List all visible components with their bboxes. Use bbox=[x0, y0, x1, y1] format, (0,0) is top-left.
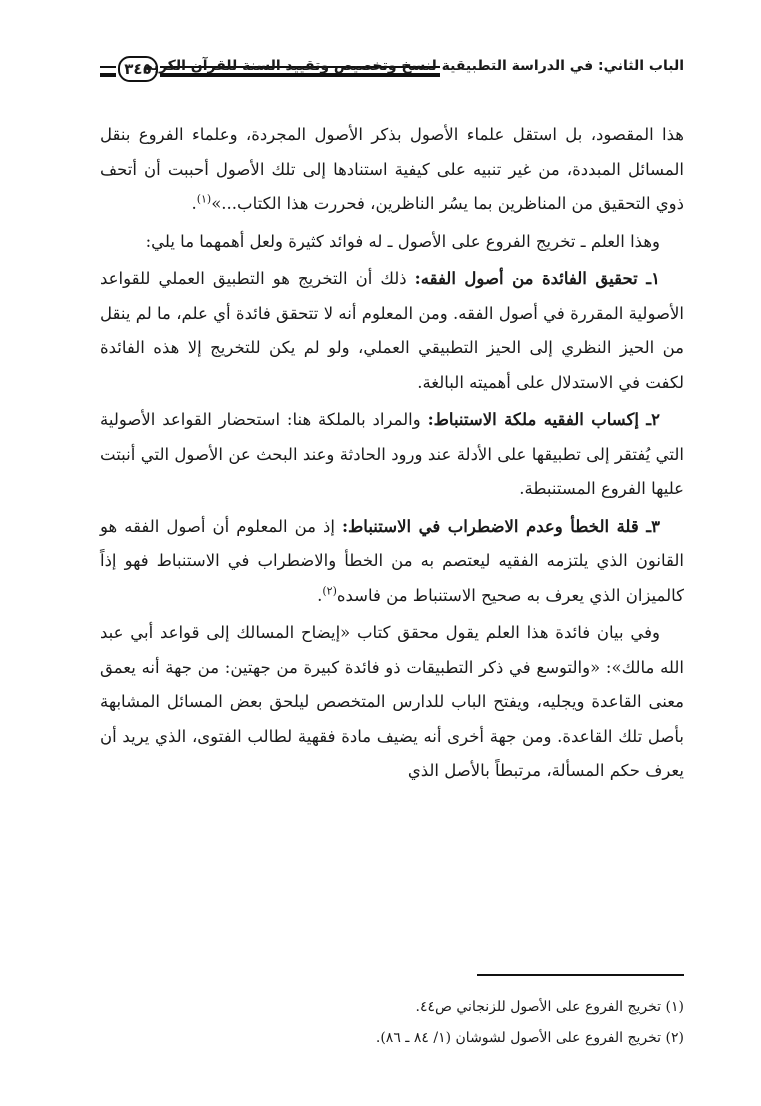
paragraph bbox=[100, 118, 684, 222]
paragraph-end: . bbox=[191, 194, 197, 213]
footnotes bbox=[200, 992, 684, 1054]
page-number: ٣٤٥ bbox=[118, 56, 158, 82]
main-text bbox=[100, 118, 684, 792]
paragraph: وهذا العلم ـ تخريج الفروع على الأصول ـ له فوائد كثيرة ولعل أهمهما ما يلي: bbox=[145, 231, 660, 251]
header-rule bbox=[100, 73, 116, 77]
running-header bbox=[100, 52, 684, 88]
point-heading: ٣ـ قلة الخطأ وعدم الاضطراب في الاستنباط: bbox=[341, 516, 661, 536]
paragraph-end: . bbox=[317, 585, 323, 605]
header-rule bbox=[100, 66, 116, 68]
point-text: إذ من المعلوم أن أصول الفقه هو القانون الذي يلتزمه الفقيه ليعتصم به من الخطأ والاضطراب في الاستنباط فهو إذاً كالميزان الذي يعرف به صحيح الاستنباط من فاسده bbox=[100, 516, 684, 605]
point-text: والمراد بالملكة هنا: استحضار القواعد الأصولية التي يُفتقر إلى تطبيقها على الأدلة عند ورود الحادثة وعند البحث عن الأصول التي أنبتت عليها الفروع المستنبطة. bbox=[100, 410, 684, 498]
paragraph-text: هذا المقصود، بل استقل علماء الأصول بذكر الأصول المجردة، وعلماء الفروع بنقل المسائل المبددة، من غير تنبيه على كيفية استنادها إلى تلك الأصول أحببت أن أتحف ذوي التحقيق من المناظرين بما يسُر الناظرين، فحررت هذا الكتاب...» bbox=[100, 125, 684, 213]
chapter-title: الباب الثاني: في الدراسة التطبيقية لنسخ وتخصيص وتقييد السنة للقرآن الكريم bbox=[142, 58, 684, 74]
footnote-separator bbox=[477, 974, 684, 976]
footnote-ref[interactable]: (١) bbox=[196, 192, 212, 206]
point-text: ذلك أن التخريج هو التطبيق العملي للقواعد الأصولية المقررة في أصول الفقه. ومن المعلوم أنه لا تتحقق فائدة أي علم، ما لم ينقل من الحيز النظري إلى الحيز التطبيقي العملي، ولو لم يكن للتخريج إلا هذه الفائدة لكفت في الاستدلال على أهميته البالغة. bbox=[100, 269, 684, 392]
numbered-point bbox=[100, 403, 684, 507]
point-heading: ١ـ تحقيق الفائدة من أصول الفقه: bbox=[414, 269, 660, 288]
point-heading: ٢ـ إكساب الفقيه ملكة الاستنباط: bbox=[427, 410, 660, 429]
footnote: (١) تخريج الفروع على الأصول للزنجاني ص٤٤. bbox=[415, 999, 684, 1015]
footnote: (٢) تخريج الفروع على الأصول لشوشان (١/ ٨٤ ـ ٨٦). bbox=[375, 1030, 684, 1046]
paragraph: وفي بيان فائدة هذا العلم يقول محقق كتاب «إيضاح المسالك إلى قواعد أبي عبد الله مالك»: «والتوسع في ذكر التطبيقات ذو فائدة كبيرة من جهتين: من جهة أنه يعمق معنى القاعدة ويجليه، ويفتح الباب للدارس المتخصص ليلحق بعض المسائل المشابهة بأصل تلك القاعدة. ومن جهة أخرى أنه يضيف مادة فقهية لطالب الفتوى، الذي يريد أن يعرف حكم المسألة، مرتبطاً بالأصل الذي bbox=[100, 623, 684, 780]
footnote-ref[interactable]: (٢) bbox=[322, 584, 337, 597]
numbered-point bbox=[100, 262, 684, 400]
numbered-point bbox=[100, 510, 684, 614]
